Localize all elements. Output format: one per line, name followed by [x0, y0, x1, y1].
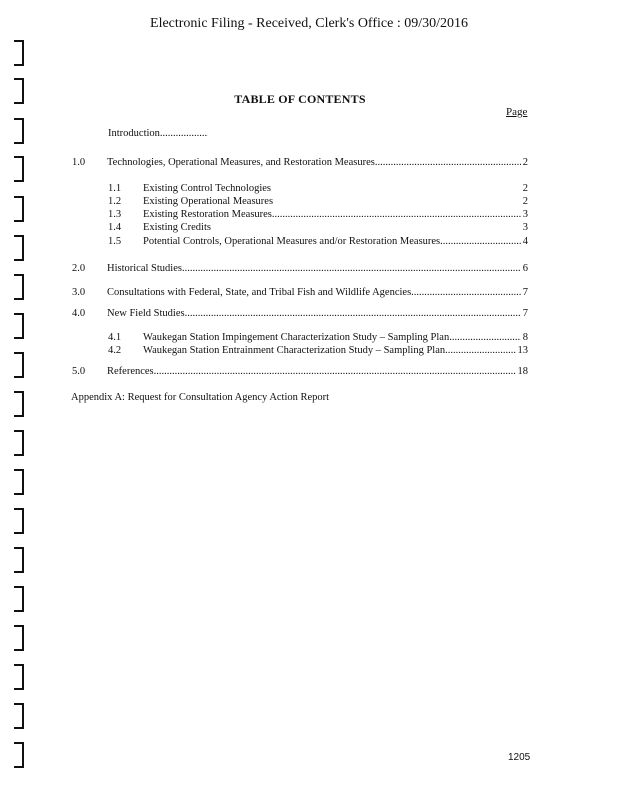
- page-number: 3: [522, 209, 528, 220]
- section-number: 1.2: [108, 196, 122, 207]
- dot-leader: [272, 209, 521, 220]
- toc-entry-subsection: [108, 332, 618, 346]
- page-number: 2: [522, 183, 528, 194]
- scan-margin-mark: [14, 196, 24, 222]
- toc-title: TABLE OF CONTENTS: [234, 92, 366, 106]
- section-number: 1.5: [108, 236, 122, 247]
- scan-margin-mark: [14, 313, 24, 339]
- scan-margin-mark: [14, 78, 24, 104]
- page-number: 4: [522, 236, 528, 247]
- filing-stamp-header: Electronic Filing - Received, Clerk's Office : 09/30/2016: [150, 16, 468, 31]
- dot-leader: [154, 366, 516, 377]
- toc-entry-introduction: [0, 128, 618, 142]
- scan-margin-mark: [14, 40, 24, 66]
- page-number: 2: [522, 157, 528, 168]
- toc-label: Waukegan Station Impingement Characterization Study – Sampling Plan: [143, 332, 450, 343]
- scan-margin-mark: [14, 625, 24, 651]
- scan-margin-mark: [14, 547, 24, 573]
- toc-entry-section: [72, 308, 618, 322]
- bates-page-number: 1205: [508, 752, 531, 763]
- scan-margin-mark: [14, 586, 24, 612]
- toc-entry-section: [72, 157, 618, 171]
- dot-leader: [185, 308, 521, 319]
- page-column-heading: Page: [506, 106, 528, 118]
- dot-leader: [411, 287, 521, 298]
- scan-margin-mark: [14, 664, 24, 690]
- appendix-entry: Appendix A: Request for Consultation Agency Action Report: [71, 392, 330, 403]
- section-number: 2.0: [72, 263, 86, 274]
- toc-label: Existing Operational Measures: [143, 196, 274, 207]
- dot-leader: [449, 332, 521, 343]
- section-number: 3.0: [72, 287, 86, 298]
- section-number: 5.0: [72, 366, 86, 377]
- dot-leader: [375, 157, 521, 168]
- scan-margin-mark: [14, 430, 24, 456]
- scan-margin-mark: [14, 469, 24, 495]
- scan-margin-mark: [14, 508, 24, 534]
- scan-margin-mark: [14, 118, 24, 144]
- section-number: 1.0: [72, 157, 86, 168]
- page-number: 13: [517, 345, 528, 356]
- toc-label: Potential Controls, Operational Measures and/or Restoration Measures: [143, 236, 441, 247]
- toc-entry-section: [72, 263, 618, 277]
- section-number: 1.1: [108, 183, 122, 194]
- toc-entry-subsection: [108, 209, 618, 223]
- toc-label: Existing Credits: [143, 222, 211, 233]
- page-number: 6: [522, 263, 528, 274]
- scan-margin-mark: [14, 391, 24, 417]
- dot-leader: [440, 236, 521, 247]
- page-number: 7: [522, 308, 528, 319]
- page-number: 18: [517, 366, 528, 377]
- scan-margin-mark: [14, 703, 24, 729]
- section-number: 4.2: [108, 345, 122, 356]
- section-number: 4.0: [72, 308, 86, 319]
- section-number: 1.3: [108, 209, 122, 220]
- toc-label: Technologies, Operational Measures, and Restoration Measures: [107, 157, 375, 168]
- dot-leader: [160, 128, 208, 139]
- toc-entry-subsection: [108, 345, 618, 359]
- toc-label: Existing Restoration Measures: [143, 209, 272, 220]
- toc-entry-subsection: [108, 183, 618, 197]
- toc-entry-subsection: [108, 236, 618, 250]
- scan-margin-mark: [14, 274, 24, 300]
- toc-label: References: [107, 366, 154, 377]
- page-number: 3: [522, 222, 528, 233]
- toc-label: Historical Studies: [107, 263, 182, 274]
- dot-leader: [445, 345, 515, 356]
- scan-margin-mark: [14, 742, 24, 768]
- toc-label: Existing Control Technologies: [143, 183, 271, 194]
- toc-label: Consultations with Federal, State, and Tribal Fish and Wildlife Agencies: [107, 287, 412, 298]
- section-number: 4.1: [108, 332, 122, 343]
- toc-label: Introduction: [108, 128, 160, 139]
- dot-leader: [182, 263, 521, 274]
- toc-entry-section: [72, 366, 618, 380]
- page-number: 8: [522, 332, 528, 343]
- toc-entry-section: [72, 287, 618, 301]
- toc-entry-subsection: [108, 222, 618, 236]
- scan-margin-mark: [14, 156, 24, 182]
- section-number: 1.4: [108, 222, 122, 233]
- page-number: 2: [522, 196, 528, 207]
- toc-entry-subsection: [108, 196, 618, 210]
- toc-label: New Field Studies: [107, 308, 185, 319]
- scan-margin-mark: [14, 352, 24, 378]
- toc-label: Waukegan Station Entrainment Characterization Study – Sampling Plan: [143, 345, 446, 356]
- scan-margin-mark: [14, 235, 24, 261]
- page-number: 7: [522, 287, 528, 298]
